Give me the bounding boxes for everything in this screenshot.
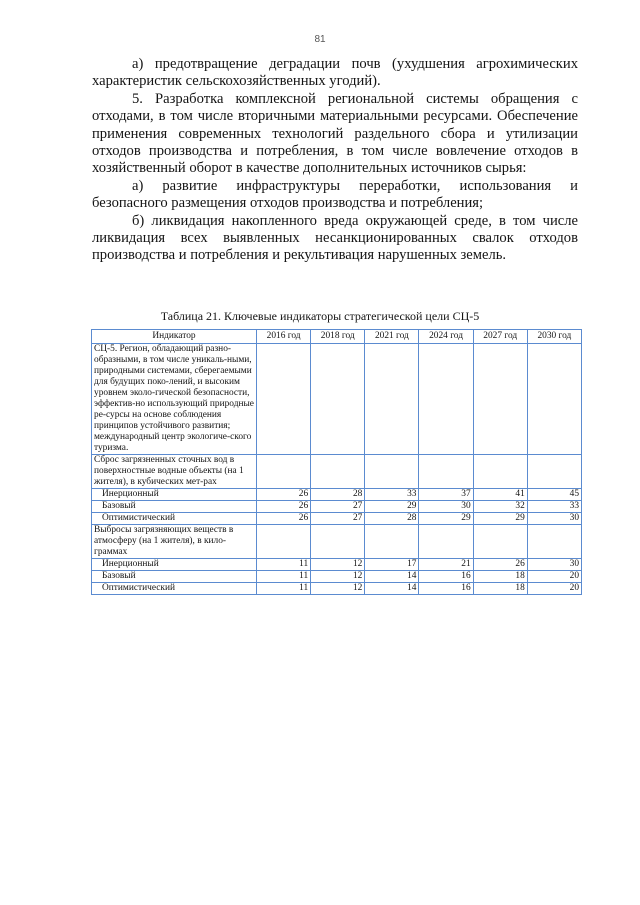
value-cell: 29	[419, 513, 473, 525]
scenario-label: Базовый	[92, 501, 257, 513]
paragraph-liquidation: б) ликвидация накопленного вреда окружающей среде, в том числе ликвидация всех выявленных несанкционированных свалок отходов производства и потребления и рекультивация нарушенных земель.	[92, 212, 578, 264]
page-number: 81	[314, 34, 326, 45]
header-2021: 2021 год	[365, 330, 419, 344]
value-cell: 30	[527, 559, 581, 571]
value-cell: 11	[257, 583, 311, 595]
goal-description: СЦ-5. Регион, обладающий разно-образными, в том числе уникаль-ными, природными системами, сберегаемыми для будущих поко-лений, и высоким уровнем эколо-гической безопасности, эффектив-но использующий природные ре-сурсы на основе соблюдения принципов устойчивого развития; международный центр экологиче-ского туризма.	[92, 344, 257, 455]
value-cell: 30	[419, 501, 473, 513]
value-cell: 28	[311, 489, 365, 501]
indicator-title-row	[92, 455, 582, 489]
indicators-table	[91, 329, 582, 595]
table-row	[92, 489, 582, 501]
value-cell: 26	[257, 501, 311, 513]
value-cell: 41	[473, 489, 527, 501]
indicator-emissions-title: Выбросы загрязняющих веществ в атмосферу (на 1 жителя), в кило-граммах	[92, 525, 257, 559]
goal-row	[92, 344, 582, 455]
value-cell: 29	[365, 501, 419, 513]
value-cell: 18	[473, 571, 527, 583]
value-cell: 28	[365, 513, 419, 525]
table-row	[92, 571, 582, 583]
value-cell: 20	[527, 571, 581, 583]
table-row	[92, 513, 582, 525]
value-cell: 33	[365, 489, 419, 501]
table-caption: Таблица 21. Ключевые индикаторы стратегической цели СЦ-5	[160, 309, 480, 323]
paragraph-soil: а) предотвращение деградации почв (ухудшения агрохимических характеристик сельскохозяйственных угодий).	[92, 56, 578, 90]
scenario-label: Базовый	[92, 571, 257, 583]
value-cell: 20	[527, 583, 581, 595]
value-cell: 21	[419, 559, 473, 571]
value-cell: 11	[257, 559, 311, 571]
table-row	[92, 583, 582, 595]
scenario-label: Инерционный	[92, 559, 257, 571]
header-2024: 2024 год	[419, 330, 473, 344]
paragraph-infrastructure: а) развитие инфраструктуры переработки, использования и безопасного размещения отходов производства и потребления;	[92, 177, 578, 212]
value-cell: 30	[527, 513, 581, 525]
value-cell: 16	[419, 571, 473, 583]
value-cell: 14	[365, 583, 419, 595]
value-cell: 33	[527, 501, 581, 513]
value-cell: 14	[365, 571, 419, 583]
indicator-title-row	[92, 525, 582, 559]
body-text	[92, 56, 578, 265]
value-cell: 12	[311, 559, 365, 571]
scenario-label: Оптимистический	[92, 583, 257, 595]
value-cell: 12	[311, 571, 365, 583]
value-cell: 16	[419, 583, 473, 595]
value-cell: 26	[257, 513, 311, 525]
value-cell: 26	[473, 559, 527, 571]
table-row	[92, 501, 582, 513]
paragraph-waste-system: 5. Разработка комплексной региональной системы обращения с отходами, в том числе вторичными материальными ресурсами. Обеспечение применения современных технологий раздельного сбора и утилизации отходов производства и потребления, в том числе вовлечение отходов в хозяйственный оборот в качестве дополнительных источников сырья:	[92, 90, 578, 177]
indicator-wastewater-title: Сброс загрязненных сточных вод в поверхностные водные объекты (на 1 жителя), в кубических мет-рах	[92, 455, 257, 489]
scenario-label: Оптимистический	[92, 513, 257, 525]
value-cell: 17	[365, 559, 419, 571]
value-cell: 45	[527, 489, 581, 501]
value-cell: 32	[473, 501, 527, 513]
header-2030: 2030 год	[527, 330, 581, 344]
header-2016: 2016 год	[257, 330, 311, 344]
header-2018: 2018 год	[311, 330, 365, 344]
header-indicator: Индикатор	[92, 330, 257, 344]
value-cell: 27	[311, 501, 365, 513]
value-cell: 27	[311, 513, 365, 525]
value-cell: 11	[257, 571, 311, 583]
value-cell: 26	[257, 489, 311, 501]
header-2027: 2027 год	[473, 330, 527, 344]
value-cell: 37	[419, 489, 473, 501]
value-cell: 18	[473, 583, 527, 595]
value-cell: 29	[473, 513, 527, 525]
table-header-row	[92, 330, 582, 344]
table-row	[92, 559, 582, 571]
value-cell: 12	[311, 583, 365, 595]
scenario-label: Инерционный	[92, 489, 257, 501]
